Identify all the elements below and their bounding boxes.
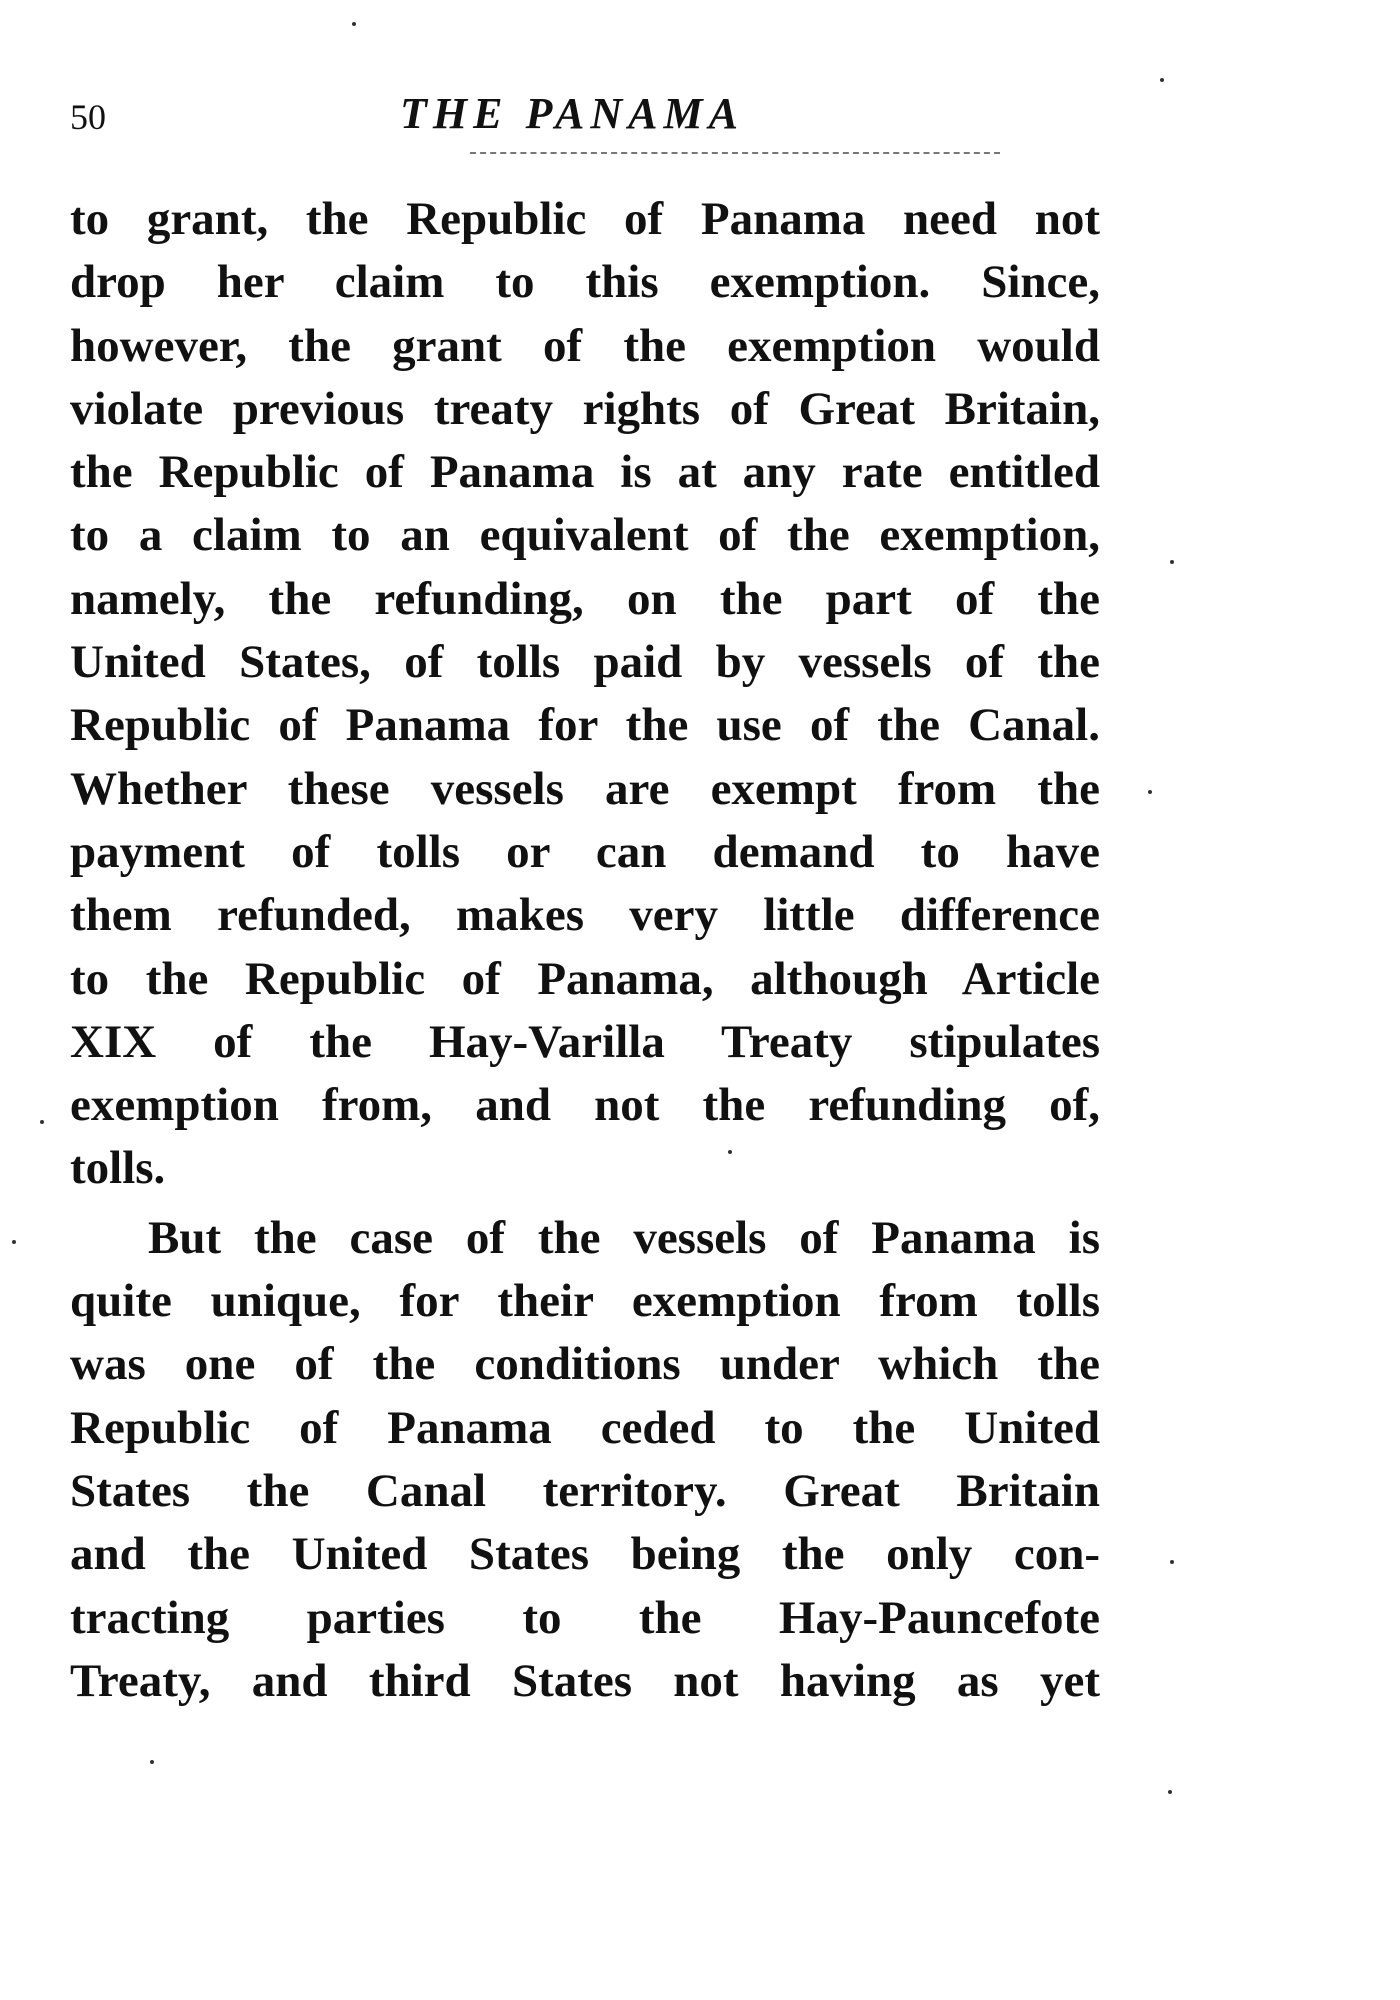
text-line: States the Canal territory. Great Britain xyxy=(70,1464,1100,1517)
text-line: to a claim to an equivalent of the exemption, xyxy=(70,509,1100,562)
text-line: namely, the refunding, on the part of the xyxy=(70,572,1100,625)
running-head xyxy=(70,88,1100,148)
paragraph-1 xyxy=(70,188,1100,1201)
header-rule xyxy=(470,152,1000,154)
running-title: THE PANAMA xyxy=(400,89,745,138)
text-line: violate previous treaty rights of Great Britain, xyxy=(70,382,1100,435)
scan-speck xyxy=(728,1150,732,1154)
scan-speck xyxy=(1148,790,1152,794)
text-line: quite unique, for their exemption from tolls xyxy=(70,1275,1100,1328)
scan-speck xyxy=(40,1120,44,1124)
text-line: however, the grant of the exemption would xyxy=(70,319,1100,372)
text-line: XIX of the Hay-Varilla Treaty stipulates xyxy=(70,1015,1100,1068)
text-line: and the United States being the only con- xyxy=(70,1528,1100,1581)
text-line: to the Republic of Panama, although Article xyxy=(70,952,1100,1005)
scan-speck xyxy=(1170,560,1174,564)
text-line: Treaty, and third States not having as yet xyxy=(70,1654,1100,1707)
text-line: drop her claim to this exemption. Since, xyxy=(70,256,1100,309)
text-line: exemption from, and not the refunding of, xyxy=(70,1079,1100,1132)
text-line: United States, of tolls paid by vessels of the xyxy=(70,636,1100,689)
text-line: tracting parties to the Hay-Pauncefote xyxy=(70,1591,1100,1644)
scan-speck xyxy=(1170,1560,1174,1564)
text-line: them refunded, makes very little difference xyxy=(70,889,1100,942)
text-line: was one of the conditions under which the xyxy=(70,1338,1100,1391)
text-line: tolls. xyxy=(70,1142,166,1195)
text-line: to grant, the Republic of Panama need not xyxy=(70,193,1100,245)
paragraph-2 xyxy=(70,1207,1100,1713)
scan-speck xyxy=(352,22,356,26)
text-line: Republic of Panama for the use of the Canal. xyxy=(70,699,1100,752)
text-line: Republic of Panama ceded to the United xyxy=(70,1401,1100,1454)
text-line: the Republic of Panama is at any rate entitled xyxy=(70,446,1100,499)
page-number: 50 xyxy=(70,97,106,137)
scan-speck xyxy=(1160,78,1164,82)
text-line: But the case of the vessels of Panama is xyxy=(148,1211,1100,1264)
scan-speck xyxy=(1168,1790,1172,1794)
text-line: Whether these vessels are exempt from the xyxy=(70,762,1100,815)
scan-speck xyxy=(12,1240,16,1244)
body-text xyxy=(70,188,1100,1713)
text-line: payment of tolls or can demand to have xyxy=(70,825,1100,878)
scan-speck xyxy=(150,1760,154,1764)
